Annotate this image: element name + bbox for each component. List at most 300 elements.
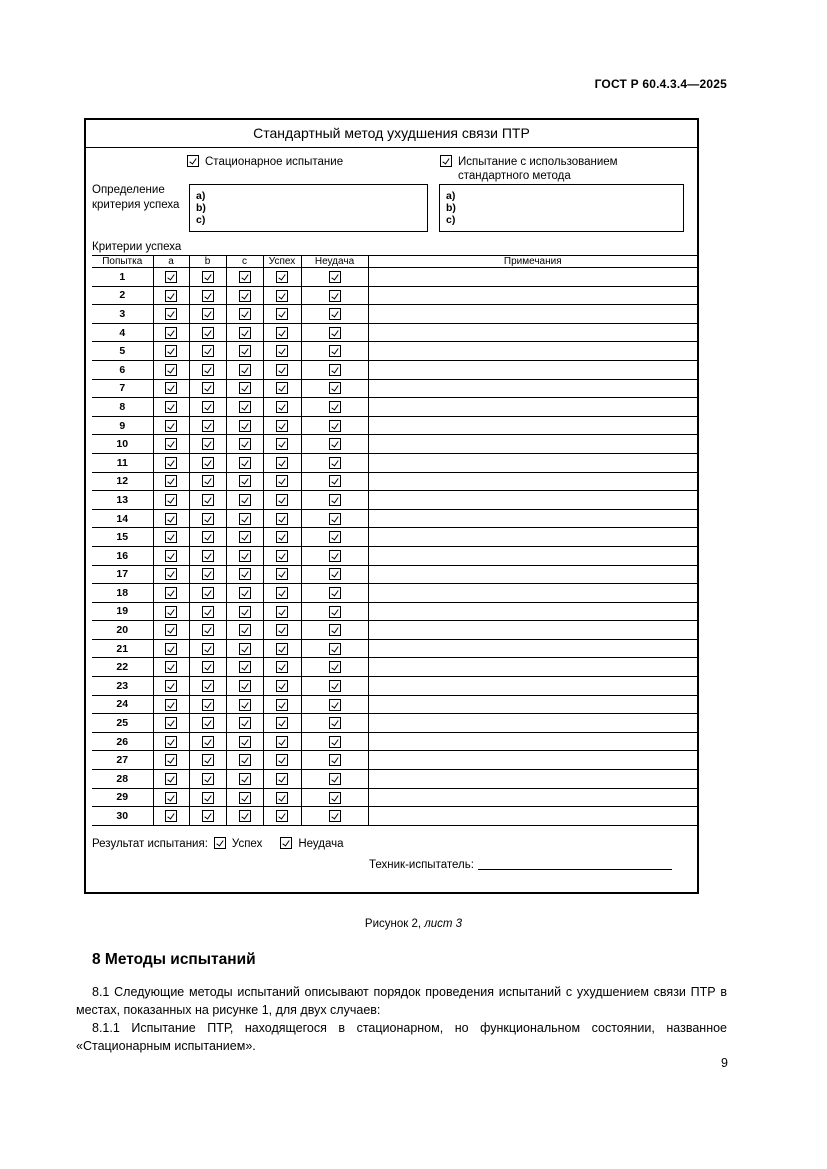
checkbox-icon[interactable] (276, 308, 288, 320)
checkbox-icon[interactable] (165, 271, 177, 283)
checkbox-icon[interactable] (276, 717, 288, 729)
notes-cell[interactable] (368, 509, 697, 528)
notes-cell[interactable] (368, 546, 697, 565)
checkbox-icon[interactable] (239, 699, 251, 711)
checkbox-icon[interactable] (202, 810, 214, 822)
notes-cell[interactable] (368, 658, 697, 677)
notes-cell[interactable] (368, 639, 697, 658)
checkbox-icon[interactable] (276, 661, 288, 673)
checkbox-cell (301, 379, 368, 398)
checkbox-cell (189, 751, 226, 770)
checkbox-icon[interactable] (165, 438, 177, 450)
checkbox-cell (189, 695, 226, 714)
attempt-number: 4 (92, 323, 153, 342)
checkbox-icon[interactable] (165, 420, 177, 432)
checkbox-cell (226, 491, 263, 510)
checkbox-icon[interactable] (165, 475, 177, 487)
notes-cell[interactable] (368, 379, 697, 398)
option-standard[interactable] (440, 155, 648, 183)
checkbox-icon[interactable] (239, 531, 251, 543)
checkbox-icon[interactable] (329, 550, 341, 562)
notes-cell[interactable] (368, 807, 697, 826)
checkbox-icon[interactable] (239, 717, 251, 729)
checkbox-icon[interactable] (276, 364, 288, 376)
checkbox-cell (226, 695, 263, 714)
checkbox-icon[interactable] (165, 736, 177, 748)
checkbox-icon[interactable] (276, 475, 288, 487)
checkbox-icon[interactable] (165, 457, 177, 469)
notes-cell[interactable] (368, 621, 697, 640)
table-row (92, 398, 697, 417)
checkbox-icon[interactable] (329, 382, 341, 394)
checkbox-cell (153, 788, 189, 807)
checkbox-icon[interactable] (165, 308, 177, 320)
checkbox-cell (263, 342, 301, 361)
checkbox-cell (301, 602, 368, 621)
option-stationary[interactable] (187, 155, 343, 169)
checkbox-icon[interactable] (165, 531, 177, 543)
checkbox-icon[interactable] (329, 643, 341, 655)
checkbox-icon[interactable] (329, 624, 341, 636)
checkbox-icon[interactable] (329, 736, 341, 748)
notes-cell[interactable] (368, 286, 697, 305)
checkbox-cell (226, 379, 263, 398)
checkbox-icon[interactable] (239, 736, 251, 748)
checkbox-icon[interactable] (165, 382, 177, 394)
checkbox-icon[interactable] (202, 513, 214, 525)
notes-cell[interactable] (368, 268, 697, 287)
checkbox-icon[interactable] (165, 717, 177, 729)
checkbox-cell (226, 472, 263, 491)
checkbox-icon[interactable] (276, 643, 288, 655)
checkbox-cell (301, 584, 368, 603)
checkbox-icon[interactable] (239, 327, 251, 339)
checkbox-icon[interactable] (187, 155, 199, 167)
checkbox-icon[interactable] (202, 457, 214, 469)
checkbox-icon[interactable] (202, 736, 214, 748)
checkbox-cell (189, 658, 226, 677)
checkbox-cell (153, 602, 189, 621)
checkbox-cell (301, 491, 368, 510)
checkbox-icon[interactable] (239, 290, 251, 302)
checkbox-icon[interactable] (202, 568, 214, 580)
checkbox-cell (226, 305, 263, 324)
checkbox-icon[interactable] (329, 717, 341, 729)
checkbox-cell (153, 342, 189, 361)
checkbox-icon[interactable] (276, 290, 288, 302)
checkbox-icon[interactable] (202, 661, 214, 673)
checkbox-icon[interactable] (276, 494, 288, 506)
checkbox-cell (263, 286, 301, 305)
checkbox-icon[interactable] (239, 754, 251, 766)
notes-cell[interactable] (368, 788, 697, 807)
checkbox-cell (263, 360, 301, 379)
checkbox-icon[interactable] (239, 271, 251, 283)
checkbox-cell (263, 732, 301, 751)
checkbox-icon[interactable] (329, 792, 341, 804)
checkbox-icon[interactable] (165, 345, 177, 357)
checkbox-icon[interactable] (165, 401, 177, 413)
checkbox-icon[interactable] (329, 345, 341, 357)
criteria-line-c: c) (196, 214, 206, 226)
checkbox-icon[interactable] (165, 773, 177, 785)
checkbox-cell (189, 714, 226, 733)
notes-cell[interactable] (368, 770, 697, 789)
checkbox-icon[interactable] (239, 382, 251, 394)
checkbox-cell (226, 658, 263, 677)
checkbox-icon[interactable] (239, 661, 251, 673)
checkbox-icon[interactable] (239, 345, 251, 357)
checkbox-cell (301, 751, 368, 770)
checkbox-cell (153, 751, 189, 770)
column-header: b (189, 256, 226, 268)
checkbox-icon[interactable] (202, 606, 214, 618)
checkbox-icon[interactable] (239, 587, 251, 599)
table-row (92, 379, 697, 398)
attempt-number: 25 (92, 714, 153, 733)
checkbox-icon[interactable] (329, 810, 341, 822)
notes-cell[interactable] (368, 584, 697, 603)
criteria-box-stationary[interactable] (189, 184, 428, 232)
checkbox-icon[interactable] (165, 587, 177, 599)
checkbox-icon[interactable] (202, 438, 214, 450)
checkbox-icon[interactable] (165, 680, 177, 692)
checkbox-icon[interactable] (165, 327, 177, 339)
checkbox-cell (301, 621, 368, 640)
checkbox-icon[interactable] (239, 606, 251, 618)
checkbox-icon[interactable] (239, 680, 251, 692)
caption-text: Рисунок 2, (364, 918, 425, 930)
table-row (92, 416, 697, 435)
checkbox-icon[interactable] (276, 699, 288, 711)
notes-cell[interactable] (368, 398, 697, 417)
notes-cell[interactable] (368, 435, 697, 454)
checkbox-icon[interactable] (276, 457, 288, 469)
checkbox-icon[interactable] (202, 382, 214, 394)
table-row (92, 342, 697, 361)
notes-cell[interactable] (368, 416, 697, 435)
notes-cell[interactable] (368, 695, 697, 714)
checkbox-icon[interactable] (329, 364, 341, 376)
checkbox-cell (301, 305, 368, 324)
notes-cell[interactable] (368, 602, 697, 621)
checkbox-icon[interactable] (202, 624, 214, 636)
checkbox-cell (153, 714, 189, 733)
checkbox-icon[interactable] (280, 837, 292, 849)
checkbox-icon[interactable] (440, 155, 452, 167)
checkbox-cell (153, 546, 189, 565)
checkbox-cell (263, 472, 301, 491)
table-row (92, 546, 697, 565)
attempt-number: 27 (92, 751, 153, 770)
checkbox-cell (226, 286, 263, 305)
checkbox-icon[interactable] (202, 364, 214, 376)
table-row (92, 286, 697, 305)
checkbox-icon[interactable] (239, 420, 251, 432)
attempt-number: 9 (92, 416, 153, 435)
notes-cell[interactable] (368, 751, 697, 770)
checkbox-icon[interactable] (276, 550, 288, 562)
checkbox-icon[interactable] (276, 513, 288, 525)
checkbox-icon[interactable] (329, 327, 341, 339)
checkbox-icon[interactable] (202, 531, 214, 543)
notes-cell[interactable] (368, 732, 697, 751)
checkbox-icon[interactable] (165, 661, 177, 673)
option-standard-label: Испытание с использованием стандартного метода (458, 156, 618, 182)
notes-cell[interactable] (368, 305, 697, 324)
checkbox-icon[interactable] (239, 475, 251, 487)
checkbox-icon[interactable] (165, 754, 177, 766)
checkbox-icon[interactable] (165, 494, 177, 506)
checkbox-icon[interactable] (239, 792, 251, 804)
checkbox-cell (226, 639, 263, 658)
test-form (84, 118, 699, 894)
checkbox-cell (153, 286, 189, 305)
section-title: 8 Методы испытаний (92, 951, 256, 968)
checkbox-icon[interactable] (165, 792, 177, 804)
notes-cell[interactable] (368, 677, 697, 696)
checkbox-icon[interactable] (329, 568, 341, 580)
checkbox-cell (301, 286, 368, 305)
checkbox-icon[interactable] (276, 773, 288, 785)
criteria-box-standard[interactable] (439, 184, 684, 232)
checkbox-icon[interactable] (329, 661, 341, 673)
checkbox-icon[interactable] (329, 401, 341, 413)
checkbox-icon[interactable] (202, 773, 214, 785)
checkbox-icon[interactable] (329, 475, 341, 487)
checkbox-icon[interactable] (202, 401, 214, 413)
table-row (92, 472, 697, 491)
form-title: Стандартный метод ухудшения связи ПТР (86, 120, 697, 148)
checkbox-icon[interactable] (239, 364, 251, 376)
table-row (92, 323, 697, 342)
checkbox-cell (263, 416, 301, 435)
checkbox-cell (189, 788, 226, 807)
checkbox-icon[interactable] (276, 401, 288, 413)
checkbox-cell (263, 268, 301, 287)
checkbox-cell (263, 546, 301, 565)
checkbox-cell (153, 621, 189, 640)
attempt-number: 22 (92, 658, 153, 677)
checkbox-icon[interactable] (202, 345, 214, 357)
notes-cell[interactable] (368, 714, 697, 733)
checkbox-icon[interactable] (329, 271, 341, 283)
checkbox-icon[interactable] (239, 773, 251, 785)
checkbox-cell (153, 732, 189, 751)
checkbox-cell (263, 584, 301, 603)
checkbox-cell (301, 342, 368, 361)
checkbox-cell (153, 360, 189, 379)
checkbox-icon[interactable] (202, 271, 214, 283)
checkbox-icon[interactable] (239, 401, 251, 413)
checkbox-icon[interactable] (276, 754, 288, 766)
checkbox-icon[interactable] (165, 550, 177, 562)
checkbox-cell (189, 286, 226, 305)
checkbox-icon[interactable] (165, 290, 177, 302)
checkbox-icon[interactable] (165, 606, 177, 618)
checkbox-icon[interactable] (202, 717, 214, 729)
checkbox-icon[interactable] (276, 531, 288, 543)
checkbox-icon[interactable] (329, 308, 341, 320)
attempt-number: 21 (92, 639, 153, 658)
checkbox-icon[interactable] (239, 513, 251, 525)
attempt-number: 6 (92, 360, 153, 379)
checkbox-cell (189, 602, 226, 621)
checkbox-icon[interactable] (239, 308, 251, 320)
definition-label: Определение критерия успеха (92, 184, 180, 211)
checkbox-icon[interactable] (276, 438, 288, 450)
checkbox-icon[interactable] (239, 624, 251, 636)
checkbox-icon[interactable] (329, 587, 341, 599)
checkbox-cell (226, 584, 263, 603)
checkbox-icon[interactable] (165, 624, 177, 636)
checkbox-icon[interactable] (329, 494, 341, 506)
checkbox-icon[interactable] (202, 475, 214, 487)
checkbox-icon[interactable] (202, 699, 214, 711)
table-row (92, 509, 697, 528)
checkbox-cell (226, 751, 263, 770)
table-row (92, 602, 697, 621)
checkbox-icon[interactable] (165, 568, 177, 580)
checkbox-icon[interactable] (165, 810, 177, 822)
table-row (92, 770, 697, 789)
checkbox-icon[interactable] (276, 587, 288, 599)
checkbox-cell (301, 546, 368, 565)
checkbox-icon[interactable] (276, 736, 288, 748)
notes-cell[interactable] (368, 360, 697, 379)
technician-label: Техник-испытатель: (369, 859, 474, 871)
checkbox-icon[interactable] (202, 792, 214, 804)
checkbox-icon[interactable] (329, 531, 341, 543)
checkbox-icon[interactable] (276, 271, 288, 283)
checkbox-icon[interactable] (329, 420, 341, 432)
checkbox-cell (189, 305, 226, 324)
checkbox-cell (189, 732, 226, 751)
notes-cell[interactable] (368, 472, 697, 491)
checkbox-cell (263, 379, 301, 398)
checkbox-icon[interactable] (165, 364, 177, 376)
checkbox-icon[interactable] (239, 438, 251, 450)
checkbox-icon[interactable] (239, 550, 251, 562)
checkbox-icon[interactable] (329, 438, 341, 450)
checkbox-icon[interactable] (202, 290, 214, 302)
notes-cell[interactable] (368, 323, 697, 342)
checkbox-icon[interactable] (239, 494, 251, 506)
checkbox-cell (263, 491, 301, 510)
document-id: ГОСТ Р 60.4.3.4—2025 (594, 77, 727, 91)
checkbox-cell (301, 398, 368, 417)
notes-cell[interactable] (368, 453, 697, 472)
checkbox-icon[interactable] (202, 754, 214, 766)
checkbox-cell (189, 491, 226, 510)
attempt-number: 1 (92, 268, 153, 287)
attempt-number: 7 (92, 379, 153, 398)
checkbox-icon[interactable] (329, 457, 341, 469)
checkbox-icon[interactable] (276, 810, 288, 822)
checkbox-icon[interactable] (202, 680, 214, 692)
attempt-number: 14 (92, 509, 153, 528)
table-row (92, 453, 697, 472)
checkbox-icon[interactable] (165, 643, 177, 655)
checkbox-cell (301, 509, 368, 528)
checkbox-cell (226, 602, 263, 621)
result-failure-label: Неудача (298, 838, 344, 850)
checkbox-icon[interactable] (276, 420, 288, 432)
checkbox-icon[interactable] (202, 420, 214, 432)
checkbox-cell (226, 677, 263, 696)
checkbox-icon[interactable] (276, 382, 288, 394)
checkbox-cell (263, 323, 301, 342)
checkbox-cell (301, 807, 368, 826)
checkbox-icon[interactable] (329, 773, 341, 785)
checkbox-cell (189, 416, 226, 435)
checkbox-icon[interactable] (214, 837, 226, 849)
checkbox-icon[interactable] (276, 327, 288, 339)
paragraph-text: 8.1 Следующие методы испытаний описывают порядок проведения испытаний с ухудшением связи ПТР в местах, показанных на рисунке 1, для двух случаев: (76, 985, 727, 1017)
column-header: c (226, 256, 263, 268)
checkbox-cell (263, 714, 301, 733)
checkbox-cell (301, 695, 368, 714)
checkbox-cell (153, 435, 189, 454)
checkbox-icon[interactable] (276, 680, 288, 692)
checkbox-cell (226, 268, 263, 287)
notes-cell[interactable] (368, 565, 697, 584)
table-row (92, 714, 697, 733)
checkbox-cell (226, 416, 263, 435)
notes-cell[interactable] (368, 528, 697, 547)
test-result (92, 837, 344, 850)
checkbox-icon[interactable] (329, 754, 341, 766)
checkbox-icon[interactable] (202, 308, 214, 320)
checkbox-icon[interactable] (202, 643, 214, 655)
checkbox-icon[interactable] (202, 327, 214, 339)
checkbox-icon[interactable] (202, 494, 214, 506)
attempt-number: 20 (92, 621, 153, 640)
checkbox-icon[interactable] (276, 792, 288, 804)
checkbox-cell (189, 546, 226, 565)
checkbox-cell (153, 472, 189, 491)
table-row (92, 435, 697, 454)
checkbox-icon[interactable] (239, 643, 251, 655)
checkbox-cell (153, 639, 189, 658)
checkbox-icon[interactable] (202, 550, 214, 562)
checkbox-cell (301, 788, 368, 807)
checkbox-icon[interactable] (202, 587, 214, 599)
checkbox-icon[interactable] (329, 290, 341, 302)
checkbox-icon[interactable] (276, 606, 288, 618)
checkbox-cell (226, 770, 263, 789)
checkbox-icon[interactable] (329, 680, 341, 692)
checkbox-icon[interactable] (329, 513, 341, 525)
attempt-number: 26 (92, 732, 153, 751)
signature-line[interactable] (478, 857, 672, 870)
checkbox-icon[interactable] (239, 457, 251, 469)
checkbox-icon[interactable] (239, 810, 251, 822)
checkbox-icon[interactable] (276, 568, 288, 580)
checkbox-cell (263, 565, 301, 584)
checkbox-icon[interactable] (276, 345, 288, 357)
checkbox-icon[interactable] (329, 699, 341, 711)
notes-cell[interactable] (368, 491, 697, 510)
checkbox-icon[interactable] (165, 699, 177, 711)
checkbox-icon[interactable] (239, 568, 251, 580)
checkbox-cell (153, 491, 189, 510)
notes-cell[interactable] (368, 342, 697, 361)
checkbox-icon[interactable] (276, 624, 288, 636)
checkbox-cell (301, 639, 368, 658)
checkbox-icon[interactable] (165, 513, 177, 525)
checkbox-icon[interactable] (329, 606, 341, 618)
